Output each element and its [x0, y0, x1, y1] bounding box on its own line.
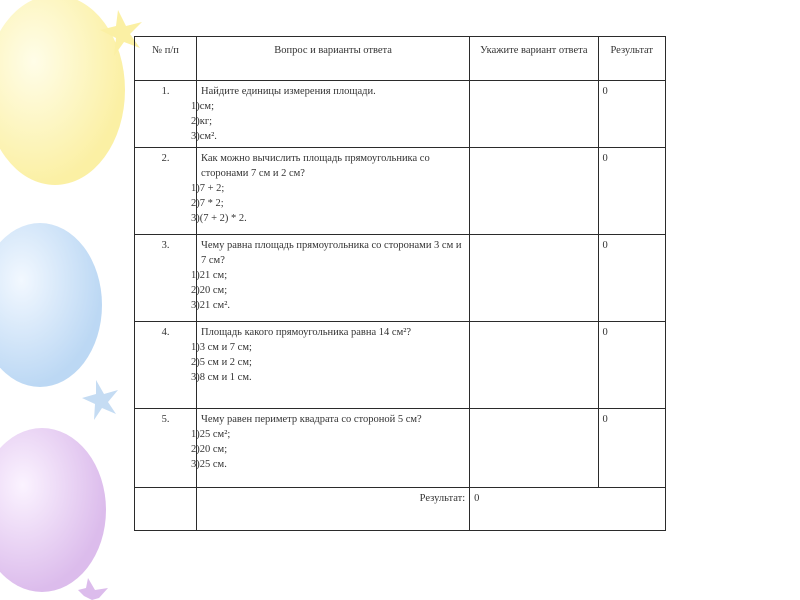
table-row: [135, 409, 666, 488]
answer-options: [191, 99, 465, 144]
row-number: 4.: [135, 322, 197, 409]
question-cell: [191, 148, 470, 235]
answer-input-cell[interactable]: [470, 81, 598, 148]
option: 3)21 см².: [191, 300, 230, 311]
question-text: Чему равен периметр квадрата со стороной 5 см?: [201, 414, 422, 425]
question-cell: [191, 322, 470, 409]
option: 2)7 * 2;: [191, 198, 224, 209]
answer-options: [191, 181, 465, 226]
question-cell: [191, 409, 470, 488]
result-cell: 0: [598, 81, 665, 148]
table-row: [135, 235, 666, 322]
option: 2)20 см;: [191, 285, 228, 296]
answer-options: [191, 268, 465, 313]
yellow-balloon: [0, 0, 125, 185]
option: 1)3 см и 7 см;: [191, 342, 252, 353]
option: 3)25 см.: [191, 459, 227, 470]
option: 1)25 см²;: [191, 429, 231, 440]
option: 2)кг;: [191, 116, 213, 127]
question-text: Чему равна площадь прямоугольника со сторонами 3 см и 7 см?: [201, 240, 462, 266]
row-number: 3.: [135, 235, 197, 322]
option: 1)21 см;: [191, 270, 228, 281]
row-number: 2.: [135, 148, 197, 235]
header-answer: Укажите вариант ответа: [470, 37, 598, 81]
header-num: № п/п: [135, 37, 197, 81]
answer-input-cell[interactable]: [470, 322, 598, 409]
answer-options: [191, 427, 465, 472]
question-text: Найдите единицы измерения площади.: [201, 86, 376, 97]
question-cell: [191, 235, 470, 322]
option: 3)8 см и 1 см.: [191, 372, 252, 383]
blue-balloon: [0, 223, 102, 387]
row-number: 1.: [135, 81, 197, 148]
header-result: Результат: [598, 37, 665, 81]
table-row: [135, 148, 666, 235]
option: 3)(7 + 2) * 2.: [191, 213, 247, 224]
header-question: Вопрос и варианты ответа: [197, 37, 470, 81]
option: 1)см;: [191, 101, 214, 112]
total-row: [135, 488, 666, 531]
row-number: 5.: [135, 409, 197, 488]
header-row: [135, 37, 666, 81]
answer-input-cell[interactable]: [470, 409, 598, 488]
result-cell: 0: [598, 148, 665, 235]
question-cell: [191, 81, 470, 148]
option: 2)20 см;: [191, 444, 228, 455]
option: 3)см².: [191, 131, 217, 142]
option: 2)5 см и 2 см;: [191, 357, 252, 368]
purple-balloon-sparkle: [78, 578, 108, 600]
question-text: Площадь какого прямоугольника равна 14 см²?: [201, 327, 412, 338]
total-label: Результат:: [197, 488, 470, 531]
total-empty-cell: [135, 488, 197, 531]
answer-options: [191, 340, 465, 385]
question-text: Как можно вычислить площадь прямоугольника со сторонами 7 см и 2 см?: [201, 153, 430, 179]
result-cell: 0: [598, 322, 665, 409]
answer-input-cell[interactable]: [470, 148, 598, 235]
blue-balloon-sparkle: [82, 380, 118, 420]
option: 1)7 + 2;: [191, 183, 225, 194]
table-row: [135, 81, 666, 148]
quiz-table: [134, 36, 666, 531]
purple-balloon: [0, 428, 106, 592]
result-cell: 0: [598, 235, 665, 322]
table-row: [135, 322, 666, 409]
total-value: 0: [470, 488, 666, 531]
result-cell: 0: [598, 409, 665, 488]
answer-input-cell[interactable]: [470, 235, 598, 322]
